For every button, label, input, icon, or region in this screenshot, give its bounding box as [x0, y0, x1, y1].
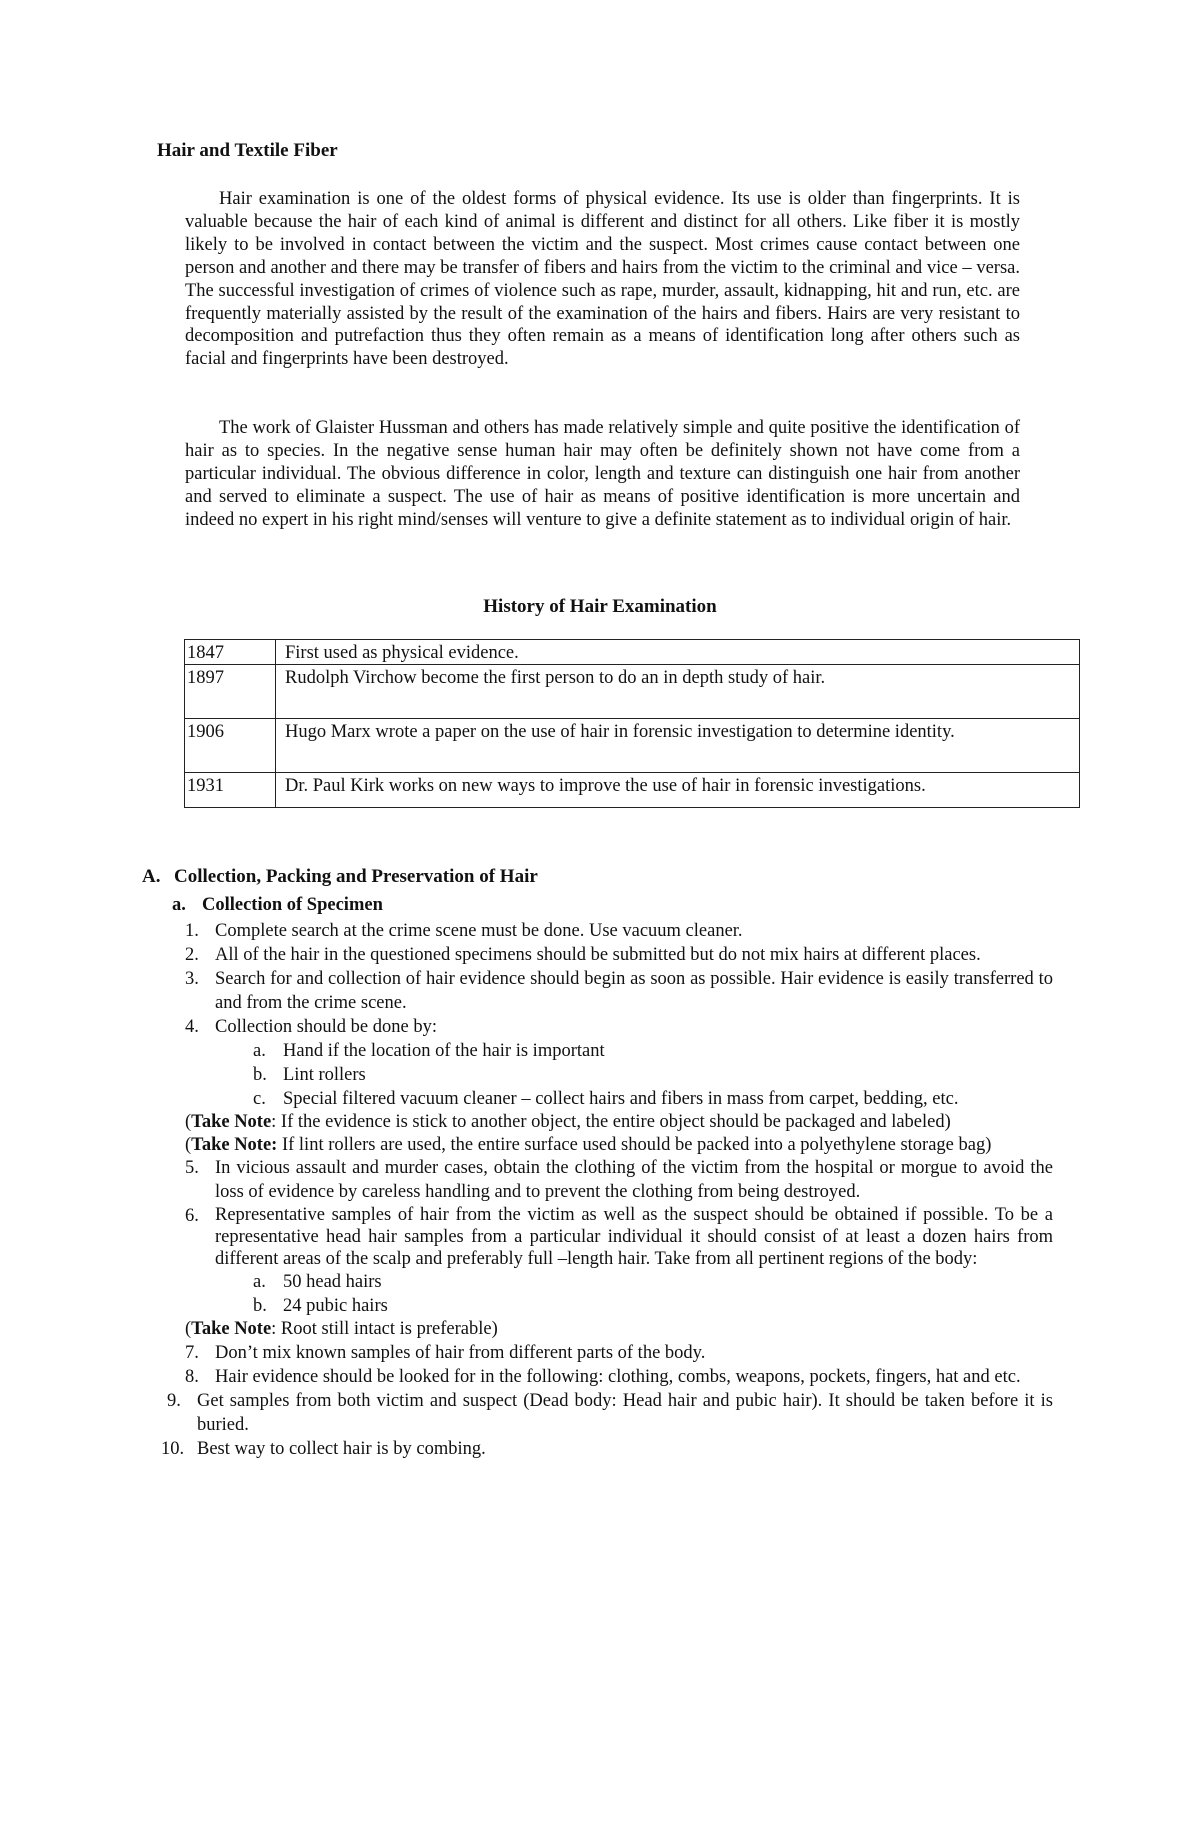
- list-item: [185, 1341, 1053, 1365]
- section-a-title: Collection, Packing and Preservation of Hair: [174, 866, 538, 887]
- subsection-a-title: Collection of Specimen: [202, 895, 383, 915]
- take-note: (Take Note: If the evidence is stick to another object, the entire object should be packaged and labeled): [185, 1112, 951, 1132]
- paragraph-glaister-text: The work of Glaister Hussman and others has made relatively simple and quite positive the identification of hair as to species. In the negative sense human hair may often be definitely shown not have come from a particular individual. The obvious difference in color, length and texture can distinguish one hair from another and served to eliminate a suspect. The use of hair as means of positive identification is more uncertain and indeed no expert in his right mind/senses will venture to give a definite statement as to individual origin of hair.: [185, 418, 1020, 530]
- table-row: [185, 640, 1080, 665]
- history-event: First used as physical evidence.: [276, 640, 1080, 665]
- item-text: Search for and collection of hair evidence should begin as soon as possible. Hair evidence is easily transferred to and from the crime scene.: [215, 969, 1053, 1013]
- item-number: 9.: [167, 1390, 181, 1411]
- take-note-text: If lint rollers are used, the entire surface used should be packed into a polyethylene storage bag): [277, 1134, 992, 1155]
- take-note: (Take Note: Root still intact is preferable): [185, 1319, 498, 1339]
- sub-item-letter: c.: [253, 1089, 266, 1109]
- take-note-text: : Root still intact is preferable): [271, 1319, 498, 1339]
- section-a-heading: [142, 866, 538, 888]
- item-text: Hair evidence should be looked for in the following: clothing, combs, weapons, pockets, fingers, hat and etc.: [215, 1366, 1021, 1387]
- section-a-label: A.: [142, 866, 161, 887]
- item-text: Get samples from both victim and suspect (Dead body: Head hair and pubic hair). It should be taken before it is buried.: [197, 1390, 1053, 1435]
- sub-list-item: [253, 1294, 1053, 1318]
- take-note-label: Take Note:: [191, 1134, 278, 1155]
- item-text: All of the hair in the questioned specimens should be submitted but do not mix hairs at different places.: [215, 945, 981, 965]
- history-event: Dr. Paul Kirk works on new ways to improve the use of hair in forensic investigations.: [276, 773, 1080, 808]
- item-number: 10.: [161, 1438, 185, 1459]
- item-text: Representative samples of hair from the victim as well as the suspect should be obtained if possible. To be a representative head hair samples from a particular individual it should consist of at least a dozen hairs from different areas of the scalp and preferably full –length hair. Take from all pertinent regions of the body:: [215, 1205, 1053, 1269]
- history-event: Rudolph Virchow become the first person to do an in depth study of hair.: [276, 665, 1080, 719]
- sub-item-text: 50 head hairs: [283, 1272, 382, 1292]
- history-year: 1897: [185, 665, 276, 719]
- list-item: [185, 1015, 1053, 1039]
- table-row: [185, 773, 1080, 808]
- subsection-a-heading: [172, 895, 383, 916]
- paragraph-intro: [185, 188, 1020, 371]
- history-year: 1906: [185, 719, 276, 773]
- history-year: 1931: [185, 773, 276, 808]
- item-text: Complete search at the crime scene must be done. Use vacuum cleaner.: [215, 921, 743, 941]
- sub-item-letter: a.: [253, 1272, 266, 1292]
- item-number: 1.: [185, 921, 199, 941]
- sub-item-text: Special filtered vacuum cleaner – collect hairs and fibers in mass from carpet, bedding, etc.: [283, 1089, 959, 1109]
- item-number: 6.: [185, 1206, 199, 1226]
- item-number: 7.: [185, 1342, 199, 1363]
- sub-list-item: [253, 1063, 1053, 1087]
- sub-item-text: Hand if the location of the hair is important: [283, 1041, 605, 1061]
- paragraph-glaister: [185, 417, 1020, 532]
- subsection-a-label: a.: [172, 895, 186, 915]
- list-item: [185, 943, 1053, 967]
- list-item: [185, 1204, 1053, 1270]
- item-text: Don’t mix known samples of hair from different parts of the body.: [215, 1342, 706, 1363]
- item-number: 3.: [185, 969, 199, 989]
- list-item: [185, 1156, 1053, 1204]
- sub-list-item: [253, 1270, 1053, 1294]
- item-text: Collection should be done by:: [215, 1017, 437, 1037]
- take-note-text: : If the evidence is stick to another object, the entire object should be packaged and labeled): [271, 1112, 951, 1132]
- list-item: [167, 1389, 1053, 1437]
- sub-item-letter: b.: [253, 1065, 267, 1085]
- item-text: In vicious assault and murder cases, obtain the clothing of the victim from the hospital or morgue to avoid the loss of evidence by careless handling and to prevent the clothing from being destroyed.: [215, 1158, 1053, 1202]
- list-item: [161, 1437, 1053, 1461]
- item-number: 2.: [185, 945, 199, 965]
- list-item: [185, 919, 1053, 943]
- collection-list: [161, 919, 1053, 1461]
- table-row: [185, 719, 1080, 773]
- history-table: [184, 639, 1080, 808]
- sub-item-letter: a.: [253, 1041, 266, 1061]
- take-note-label: Take Note: [191, 1112, 272, 1132]
- paragraph-intro-text: Hair examination is one of the oldest forms of physical evidence. Its use is older than fingerprints. It is valuable because the hair of each kind of animal is different and distinct for all others. Like fiber it is mostly likely to be involved in contact between the victim and the suspect. Most crimes cause contact between one person and another and there may be transfer of fibers and hairs from the victim to the criminal and vice – versa. The successful investigation of crimes of violence such as rape, murder, assault, kidnapping, hit and run, etc. are frequently materially assisted by the result of the examination of the hairs and fibers. Hairs are very resistant to decomposition and putrefaction thus they often remain as a means of identification long after others such as facial and fingerprints have been destroyed.: [185, 189, 1020, 370]
- sub-item-text: 24 pubic hairs: [283, 1296, 388, 1316]
- take-note: (Take Note: If lint rollers are used, the entire surface used should be packed into a polyethylene storage bag): [185, 1134, 992, 1155]
- item-number: 8.: [185, 1366, 199, 1387]
- history-event: Hugo Marx wrote a paper on the use of hair in forensic investigation to determine identity.: [276, 719, 1080, 773]
- sub-list-item: [253, 1039, 1053, 1063]
- history-title: History of Hair Examination: [483, 596, 717, 617]
- item-number: 4.: [185, 1017, 199, 1037]
- history-year: 1847: [185, 640, 276, 665]
- table-row: [185, 665, 1080, 719]
- item-text: Best way to collect hair is by combing.: [197, 1438, 486, 1459]
- list-item: [185, 1365, 1053, 1389]
- document-title: Hair and Textile Fiber: [157, 140, 338, 161]
- list-item: [185, 967, 1053, 1015]
- sub-item-letter: b.: [253, 1296, 267, 1316]
- sub-list-item: [253, 1087, 1053, 1111]
- item-number: 5.: [185, 1158, 199, 1178]
- sub-item-text: Lint rollers: [283, 1065, 366, 1085]
- take-note-label: Take Note: [191, 1319, 272, 1339]
